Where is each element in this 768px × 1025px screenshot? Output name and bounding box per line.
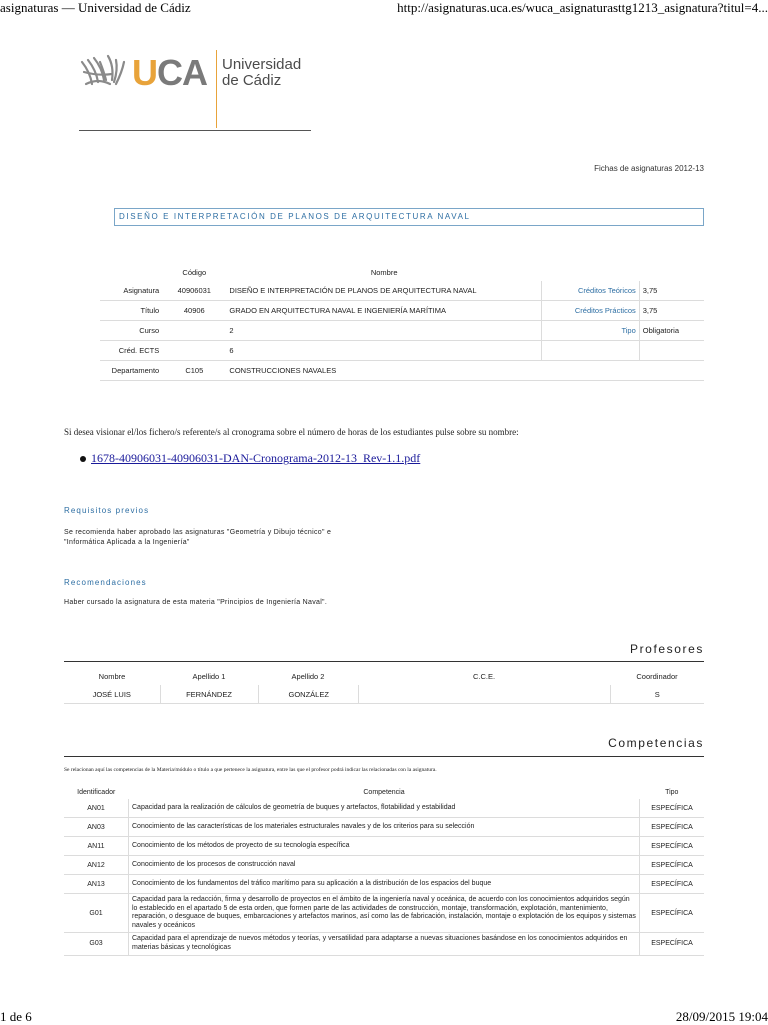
competencia-text: Capacidad para el aprendizaje de nuevos métodos y teorías, y versatilidad para adaptarse a nuevas situaciones basándose en los conocimientos adquiridos en materias básicas y tecnológicas — [129, 933, 640, 955]
table-row — [64, 799, 704, 818]
col-header-apellido1: Apellido 1 — [192, 671, 226, 681]
requisitos-text — [64, 528, 331, 548]
col-header-cce: C.C.E. — [472, 671, 496, 681]
competencia-id: AN12 — [64, 856, 129, 875]
col-header-coordinador: Coordinador — [636, 671, 678, 681]
print-page-title: asignaturas — Universidad de Cádiz — [0, 0, 191, 15]
creditos-practicos-link[interactable]: Créditos Prácticos — [542, 301, 639, 321]
university-name-line1: Universidad — [222, 56, 302, 73]
prof-apellido1: FERNÁNDEZ — [160, 685, 258, 704]
info-row-name: DISEÑO E INTERPRETACIÓN DE PLANOS DE ARQUITECTURA NAVAL — [229, 286, 477, 295]
info-row-name: 6 — [229, 346, 234, 355]
cronograma-file-link[interactable]: 1678-40906031-40906031-DAN-Cronograma-2012-13_Rev-1.1.pdf — [91, 451, 421, 465]
info-row-code — [162, 341, 226, 361]
col-header-nombre: Nombre — [370, 268, 398, 277]
university-name-line2: de Cádiz — [222, 72, 282, 89]
info-row-name: CONSTRUCCIONES NAVALES — [229, 366, 337, 375]
col-header-apellido2: Apellido 2 — [291, 671, 325, 681]
logo-letters-ca: CA — [157, 52, 207, 93]
prof-apellido2: GONZÁLEZ — [258, 685, 358, 704]
recomendaciones-heading: Recomendaciones — [64, 578, 147, 587]
profesores-heading: Profesores — [629, 642, 704, 656]
info-row-value: 3,75 — [642, 286, 658, 295]
subject-info-table — [100, 264, 704, 381]
col-header-nombre-prof: Nombre — [98, 671, 126, 681]
competencia-tipo: ESPECÍFICA — [640, 837, 705, 856]
requisitos-line2: "Informática Aplicada a la Ingeniería" — [64, 539, 190, 546]
table-row — [64, 875, 704, 894]
competencia-id: G01 — [64, 894, 129, 933]
competencia-text: Conocimiento de los métodos de proyecto de su tecnología específica — [129, 837, 640, 856]
info-row-label: Asignatura — [123, 286, 160, 295]
cronograma-description: Si desea visionar el/los fichero/s referente/s al cronograma sobre el número de horas de los estudiantes pulse sobre su nombre: — [64, 427, 519, 437]
col-header-identificador: Identificador — [77, 788, 116, 796]
prof-coordinador: S — [654, 689, 660, 699]
requisitos-line1: Se recomienda haber aprobado las asignaturas "Geometría y Dibujo técnico" e — [64, 529, 332, 536]
competencia-tipo: ESPECÍFICA — [640, 856, 705, 875]
profesores-header-row — [64, 667, 704, 685]
info-row-code: 40906 — [183, 306, 205, 315]
logo-divider — [216, 50, 217, 128]
info-row — [100, 301, 704, 321]
competencias-intro: Se relacionan aquí las competencias de la Materia/módulo o título a que pertenece la asignatura, entre las que el profesor podrá indicar las relacionadas con la asignatura. — [64, 767, 437, 773]
competencia-text: Capacidad para la redacción, firma y desarrollo de proyectos en el ámbito de la ingeniería naval y oceánica, de acuerdo con los conocimientos adquiridos según lo establecido en el apartado 5 de esta orden, que formen parte de las actividades de construcción, montaje, transformación, explotación, mantenimiento, reparación, o desguace de buques, embarcaciones y artefactos marinos, así como las de fabricación, instalación, montaje o explotación de los equipos y sistemas navales y oceánicos — [129, 894, 640, 933]
profesores-divider — [64, 661, 704, 662]
competencia-id: AN11 — [64, 837, 129, 856]
col-header-codigo: Código — [182, 268, 207, 277]
logo-underline — [79, 130, 311, 131]
competencia-tipo: ESPECÍFICA — [640, 875, 705, 894]
info-row — [100, 341, 704, 361]
competencias-divider — [64, 756, 704, 757]
university-name — [222, 57, 301, 89]
info-row-label: Título — [140, 306, 160, 315]
bullet-icon — [80, 456, 86, 462]
competencia-id: AN03 — [64, 818, 129, 837]
col-header-competencia: Competencia — [363, 788, 405, 796]
competencias-header-row — [64, 785, 704, 799]
info-row-code — [162, 321, 226, 341]
competencia-tipo: ESPECÍFICA — [640, 799, 705, 818]
table-row — [64, 856, 704, 875]
info-row — [100, 281, 704, 301]
prof-nombre: JOSÉ LUIS — [64, 685, 160, 704]
info-row — [100, 321, 704, 341]
info-row-label: Curso — [139, 326, 160, 335]
requisitos-heading: Requisitos previos — [64, 506, 150, 515]
info-row-key — [542, 361, 639, 381]
info-row-label: Créd. ECTS — [118, 346, 160, 355]
info-row-name: GRADO EN ARQUITECTURA NAVAL E INGENIERÍA MARÍTIMA — [229, 306, 446, 315]
competencia-text: Conocimiento de los procesos de construcción naval — [129, 856, 640, 875]
competencia-tipo: ESPECÍFICA — [640, 818, 705, 837]
print-datetime: 28/09/2015 19:04 — [675, 1009, 768, 1024]
competencias-heading: Competencias — [608, 736, 704, 750]
fichas-label: Fichas de asignaturas 2012-13 — [594, 164, 704, 173]
table-row — [64, 818, 704, 837]
competencia-tipo: ESPECÍFICA — [640, 894, 705, 933]
info-row-value: 3,75 — [642, 306, 658, 315]
competencia-text: Capacidad para la realización de cálculos de geometría de buques y artefactos, flotabilidad y estabilidad — [129, 799, 640, 818]
competencia-tipo: ESPECÍFICA — [640, 933, 705, 955]
info-row-code: C105 — [185, 366, 204, 375]
table-row — [64, 685, 704, 704]
info-row-value: Obligatoria — [642, 326, 680, 335]
competencia-id: G03 — [64, 933, 129, 955]
print-page-number: 1 de 6 — [0, 1009, 32, 1024]
table-row — [64, 933, 704, 955]
creditos-teoricos-link[interactable]: Créditos Teóricos — [542, 281, 639, 301]
info-row — [100, 361, 704, 381]
subject-title: DISEÑO E INTERPRETACIÓN DE PLANOS DE ARQUITECTURA NAVAL — [119, 212, 471, 221]
info-row-value — [639, 341, 704, 361]
logo-letter-u: U — [132, 52, 157, 93]
info-row-key — [542, 341, 639, 361]
subject-title-box — [114, 208, 704, 226]
competencia-text: Conocimiento de las características de los materiales estructurales navales y de los criterios para su selección — [129, 818, 640, 837]
competencias-table — [64, 785, 704, 956]
prof-cce — [358, 685, 610, 704]
info-row-value — [639, 361, 704, 381]
print-page-url: http://asignaturas.uca.es/wuca_asignaturasttg1213_asignatura?titul=4... — [397, 0, 768, 15]
table-row — [64, 894, 704, 933]
competencia-text: Conocimiento de los fundamentos del tráfico marítimo para su aplicación a la distribución de los espacios del buque — [129, 875, 640, 894]
info-row-name: 2 — [229, 326, 234, 335]
table-row — [64, 837, 704, 856]
competencia-id: AN13 — [64, 875, 129, 894]
competencia-id: AN01 — [64, 799, 129, 818]
info-row-label: Departamento — [111, 366, 160, 375]
info-row-code: 40906031 — [177, 286, 211, 295]
recomendaciones-text: Haber cursado la asignatura de esta materia "Principios de Ingeniería Naval". — [64, 599, 328, 606]
profesores-table — [64, 667, 704, 704]
col-header-tipo: Tipo — [665, 788, 679, 796]
tipo-link[interactable]: Tipo — [542, 321, 639, 341]
